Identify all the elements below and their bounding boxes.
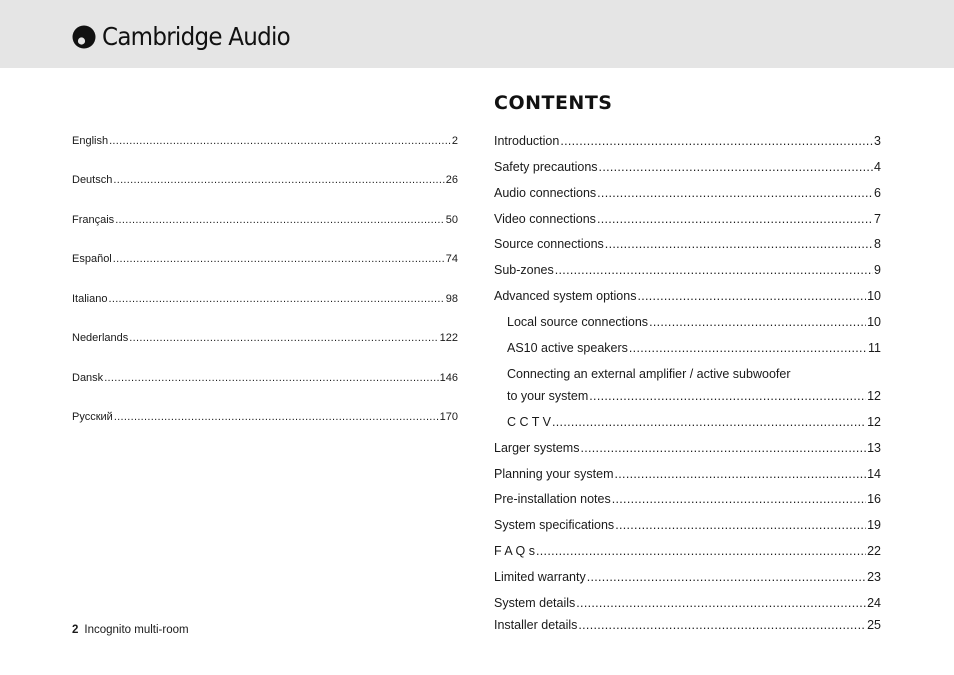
toc-entry-source-connections[interactable] [494,237,881,251]
toc-label: Video connections [494,212,596,226]
toc-entry-video-connections[interactable] [494,212,881,226]
toc-entry-as10-active-speakers[interactable] [507,341,881,355]
toc-label: Installer details [494,618,578,632]
language-page: 122 [439,332,458,344]
dot-leader [637,289,866,303]
toc-label: Audio connections [494,186,597,200]
dot-leader [580,441,866,455]
toc-label: Advanced system options [494,289,637,303]
toc-label: Safety precautions [494,160,598,174]
language-entry-dansk[interactable] [72,372,458,384]
language-label: Nederlands [72,332,129,344]
dot-leader [615,518,866,532]
dot-leader [587,570,866,584]
toc-entry-faqs[interactable] [494,544,881,558]
language-page: 170 [439,411,458,423]
toc-entry-system-specifications[interactable] [494,518,881,532]
toc-entry-sub-zones[interactable] [494,263,881,277]
dot-leader [589,389,866,403]
dot-leader [114,411,439,423]
footer-title: Incognito multi-room [84,624,189,636]
dot-leader [129,332,438,344]
language-label: Français [72,214,115,226]
footer-page-number: 2 [72,624,79,636]
language-page: 2 [451,135,458,147]
page-footer [72,624,189,636]
cambridge-audio-logo-icon [72,25,96,49]
toc-label: Source connections [494,237,604,251]
toc-label: AS10 active speakers [507,341,628,355]
language-entry-deutsch[interactable] [72,174,458,186]
toc-entry-audio-connections[interactable] [494,186,881,200]
toc-page: 23 [867,570,881,584]
language-page: 98 [445,293,458,305]
toc-label: Pre-installation notes [494,492,611,506]
brand-logo [72,22,306,52]
toc-page: 12 [867,389,881,403]
toc-entry-cctv[interactable] [507,415,881,429]
dot-leader [612,492,866,506]
dot-leader [113,253,445,265]
language-label: Español [72,253,112,265]
toc-label: Sub-zones [494,263,554,277]
toc-entry-larger-systems[interactable] [494,441,881,455]
header-bar [0,0,954,68]
language-label: Italiano [72,293,108,305]
toc-entry-limited-warranty[interactable] [494,570,881,584]
language-entry-italiano[interactable] [72,293,458,305]
toc-page: 3 [874,134,881,148]
toc-label-line1[interactable]: Connecting an external amplifier / active subwoofer [507,367,791,381]
language-label: Русский [72,411,113,423]
toc-entry-local-source-connections[interactable] [507,315,881,329]
toc-entry-safety-precautions[interactable] [494,160,881,174]
dot-leader [597,186,873,200]
dot-leader [555,263,873,277]
brand-name: Cambridge Audio [102,22,291,51]
toc-label: Local source connections [507,315,649,329]
language-label: Dansk [72,372,104,384]
dot-leader [629,341,867,355]
toc-entry-pre-installation-notes[interactable] [494,492,881,506]
language-entry-russian[interactable] [72,411,458,423]
language-page: 146 [439,372,458,384]
toc-entry-installer-details[interactable] [494,618,881,632]
toc-label: System details [494,596,576,610]
dot-leader [599,160,874,174]
toc-page: 12 [867,415,881,429]
language-entry-english[interactable] [72,135,458,147]
dot-leader [115,214,445,226]
toc-label: Limited warranty [494,570,586,584]
dot-leader [552,415,866,429]
dot-leader [576,596,866,610]
toc-page: 4 [874,160,881,174]
language-label: Deutsch [72,174,113,186]
toc-label: to your system [507,389,589,403]
dot-leader [113,174,444,186]
toc-page: 22 [867,544,881,558]
dot-leader [649,315,866,329]
dot-leader [109,135,451,147]
dot-leader [578,618,866,632]
toc-page: 10 [867,289,881,303]
toc-page: 11 [868,341,881,355]
toc-page: 25 [867,618,881,632]
language-page: 50 [445,214,458,226]
toc-entry-external-amplifier[interactable] [507,389,881,403]
language-label: English [72,135,109,147]
toc-page: 16 [867,492,881,506]
toc-page: 10 [867,315,881,329]
language-page: 26 [445,174,458,186]
toc-page: 8 [874,237,881,251]
toc-page: 19 [867,518,881,532]
toc-page: 24 [867,596,881,610]
toc-entry-system-details[interactable] [494,596,881,610]
dot-leader [615,467,867,481]
language-entry-espanol[interactable] [72,253,458,265]
toc-page: 13 [867,441,881,455]
toc-page: 6 [874,186,881,200]
toc-label: System specifications [494,518,615,532]
toc-entry-advanced-system-options[interactable] [494,289,881,303]
toc-label: F A Q s [494,544,535,558]
language-entry-nederlands[interactable] [72,332,458,344]
toc-entry-introduction[interactable] [494,134,881,148]
language-entry-francais[interactable] [72,214,458,226]
dot-leader [605,237,873,251]
contents-heading: CONTENTS [494,92,613,114]
toc-entry-planning-your-system[interactable] [494,467,881,481]
toc-page: 7 [874,212,881,226]
dot-leader [597,212,873,226]
dot-leader [104,372,438,384]
language-page: 74 [445,253,458,265]
dot-leader [536,544,866,558]
toc-label: Planning your system [494,467,614,481]
toc-page: 9 [874,263,881,277]
toc-label: Larger systems [494,441,580,455]
toc-label: Introduction [494,134,560,148]
toc-page: 14 [867,467,881,481]
dot-leader [108,293,444,305]
toc-label: C C T V [507,415,551,429]
dot-leader [560,134,873,148]
